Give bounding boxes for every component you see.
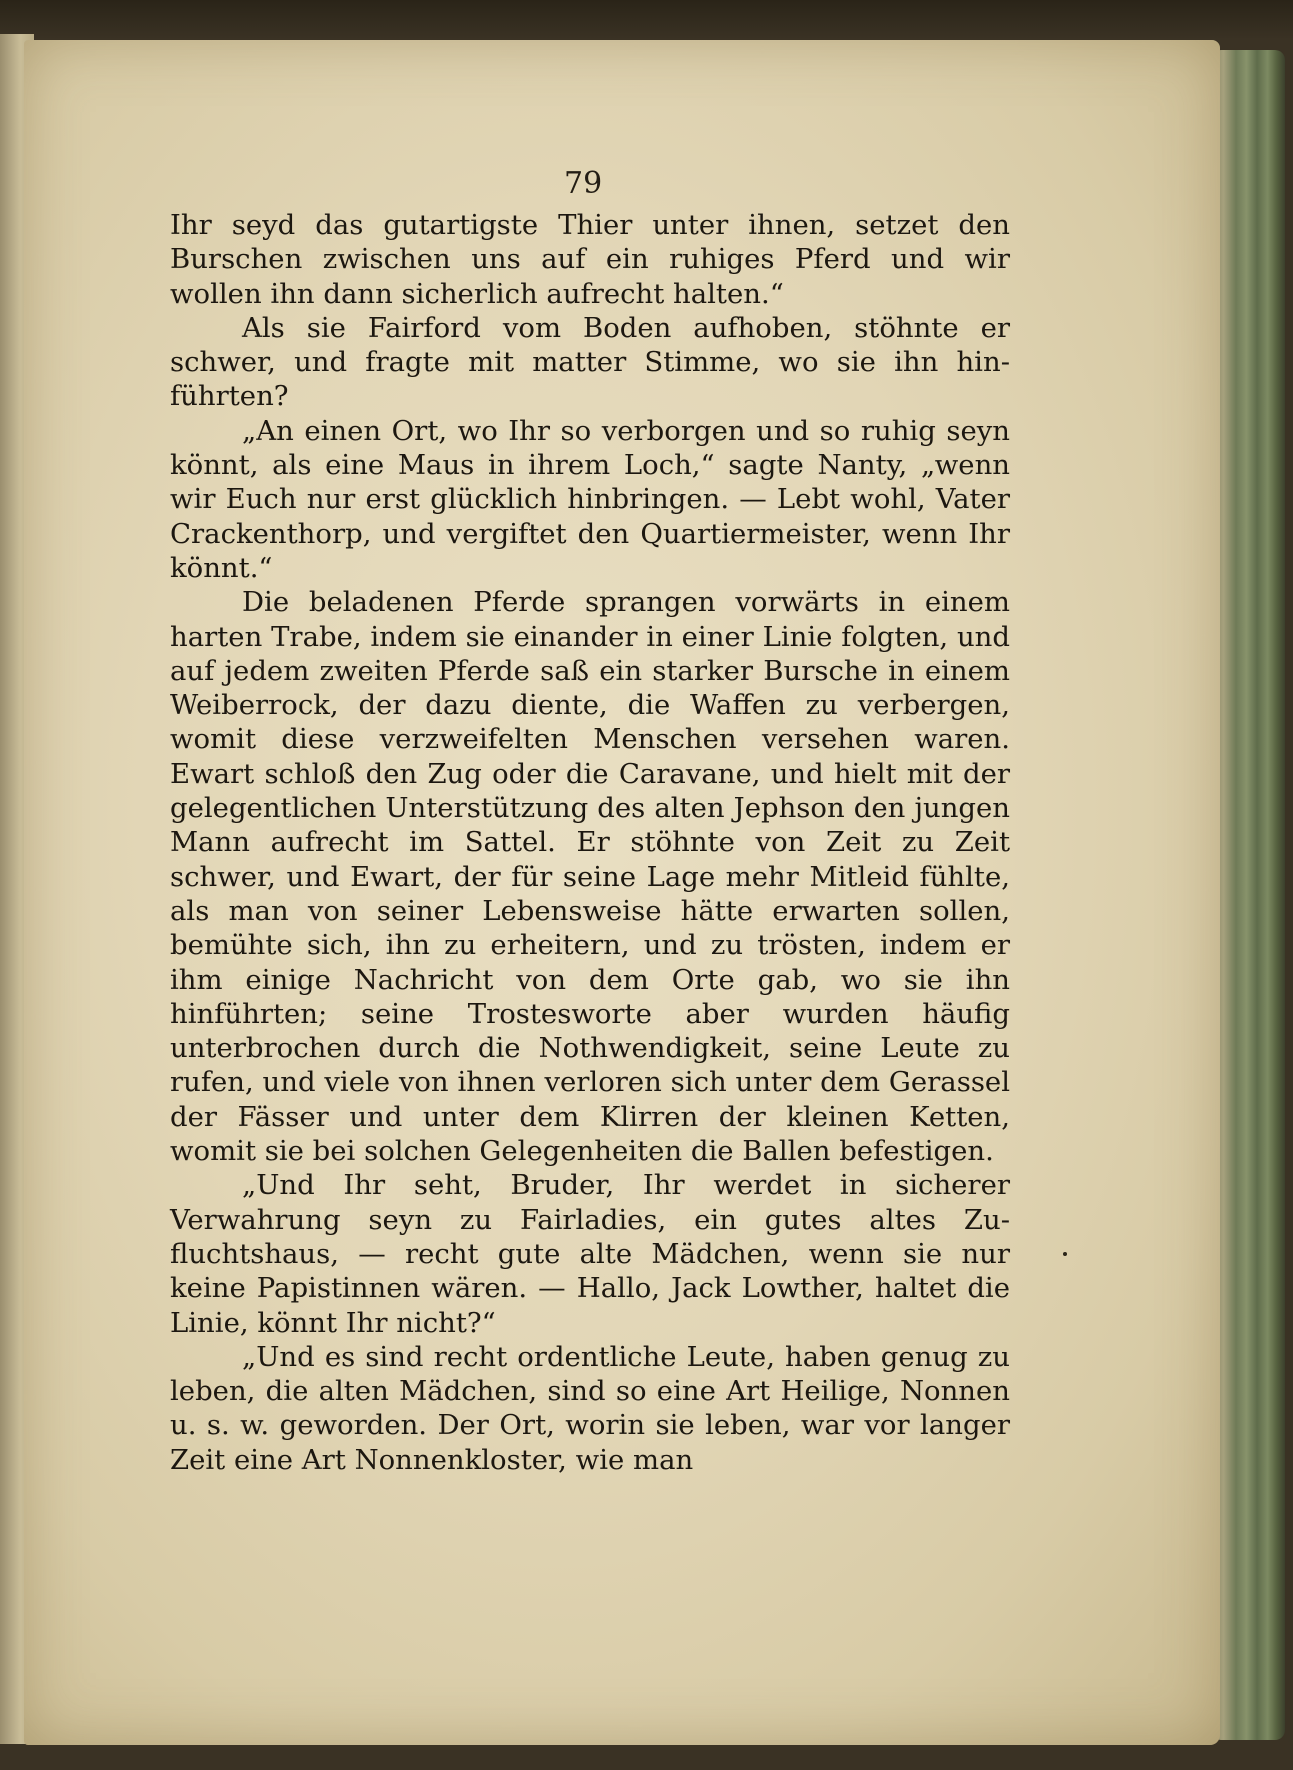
paragraph-1: Ihr seyd das gutartigste Thier unter ihnen, setzet den Burschen zwischen uns auf ein ruhiges Pferd und wir wollen ihn dann sicherlich aufrecht halten.“: [170, 209, 1010, 310]
page-number: 79: [564, 166, 603, 201]
page-body-text: [170, 208, 1010, 1477]
paragraph-5: „Und Ihr seht, Bruder, Ihr werdet in sicherer Verwahrung seyn zu Fairladies, ein gutes altes Zufluchtshaus, — recht gute alte Mädchen, wenn sie nur keine Papistinnen wären. — Hallo, Jack Lowther, haltet die Linie, könnt Ihr nicht?“: [170, 1169, 1010, 1339]
paragraph-4: Die beladenen Pferde sprangen vorwärts in einem harten Trabe, indem sie einander in einer Linie folgten, und auf jedem zweiten Pferde saß ein starker Bursche in einem Weiberrock, der dazu diente, die Waffen zu verbergen, womit diese verzweifelten Menschen versehen waren. Ewart schloß den Zug oder die Caravane, und hielt mit der gelegentlichen Unterstützung des alten Jephson den jungen Mann aufrecht im Sattel. Er stöhnte von Zeit zu Zeit schwer, und Ewart, der für seine Lage mehr Mitleid fühlte, als man von seiner Lebensweise hätte erwarten sollen, bemühte sich, ihn zu erheitern, und zu trösten, indem er ihm einige Nachricht von dem Orte gab, wo sie ihn hinführten; seine Trostesworte aber wurden häufig unterbrochen durch die Nothwendigkeit, seine Leute zu rufen, und viele von ihnen verloren sich unter dem Gerassel der Fässer und unter dem Klirren der kleinen Ketten, womit sie bei solchen Gelegenheiten die Ballen befestigen.: [170, 586, 1010, 1168]
paragraph-6: „Und es sind recht ordentliche Leute, haben genug zu leben, die alten Mädchen, sind so eine Art Heilige, Nonnen u. s. w. geworden. Der Ort, worin sie leben, war vor langer Zeit eine Art Nonnenkloster, wie man: [170, 1340, 1010, 1476]
paragraph-2: Als sie Fairford vom Boden aufhoben, stöhnte er schwer, und fragte mit matter Stimme, wo sie ihn hinführten?: [170, 311, 1010, 413]
page-block-edge: [1215, 50, 1285, 1740]
paragraph-3: „An einen Ort, wo Ihr so verborgen und so ruhig seyn könnt, als eine Maus in ihrem Loch,“ sagte Nanty, „wenn wir Euch nur erst glücklich hinbringen. — Lebt wohl, Vater Crackenthorp, und vergiftet den Quartiermeister, wenn Ihr könnt.“: [170, 414, 1010, 584]
ink-speck: [1063, 1252, 1067, 1256]
